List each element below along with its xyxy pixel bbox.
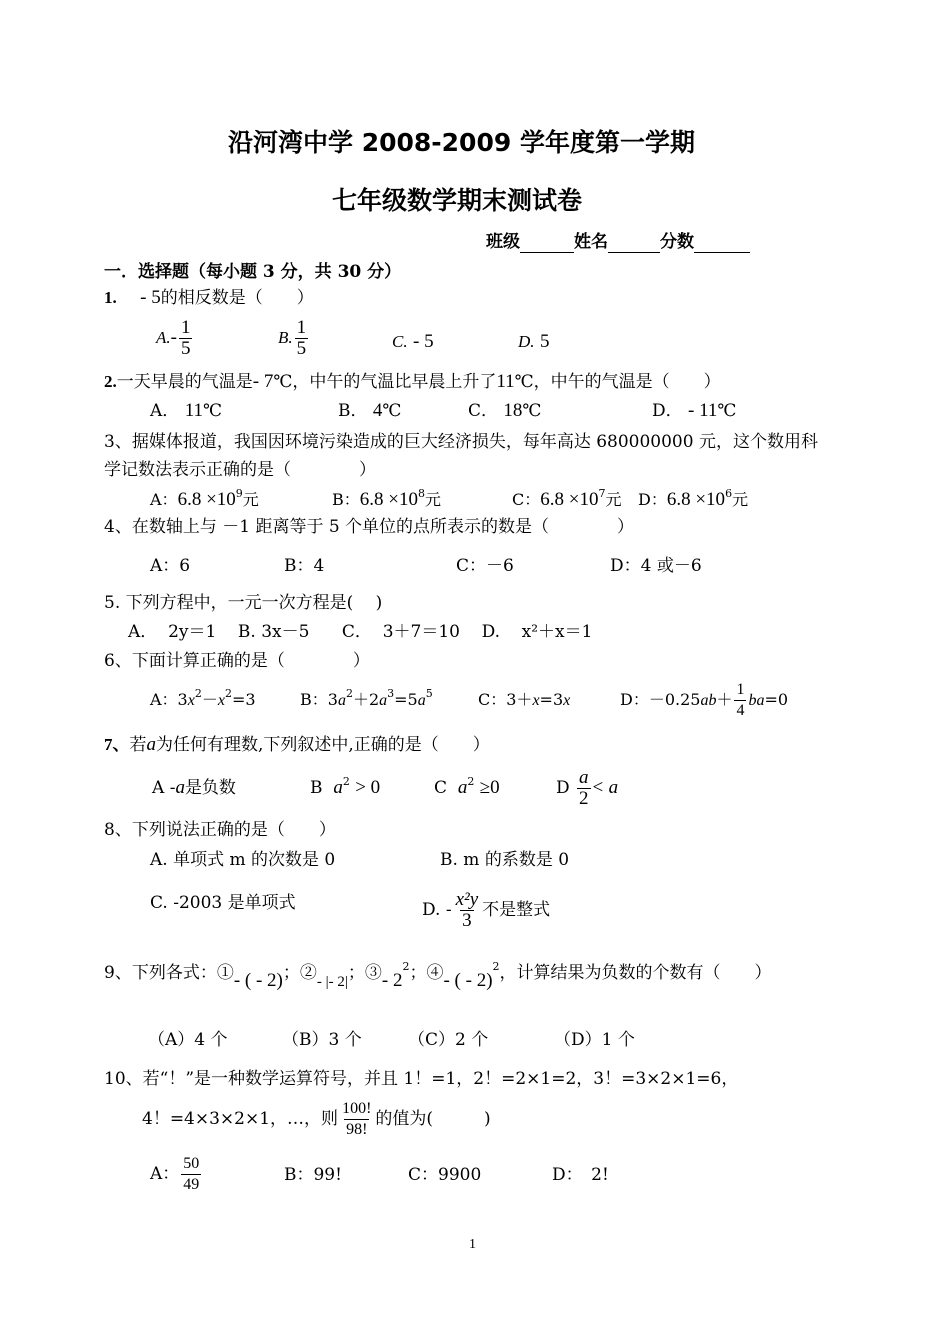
- q7-a-var: a: [175, 777, 185, 798]
- q3-option-a: [150, 487, 259, 512]
- q7-a-sign: -: [169, 778, 176, 798]
- q10-frac-num: 100!: [342, 1100, 372, 1117]
- q3-d-exp: 6: [725, 487, 733, 500]
- q6-b-exp3: 5: [425, 687, 433, 700]
- q9-expr-3-exp: 2: [402, 960, 410, 973]
- q7-a-text: 是负数: [184, 778, 236, 798]
- q10-line-2-text: 4！=4×3×2×1，…，则: [142, 1109, 339, 1129]
- q6-d-plus: ＋: [716, 690, 733, 709]
- q9-option-a: （A）4 个: [148, 1030, 228, 1050]
- q10-a-label: A：: [150, 1164, 180, 1184]
- q10-option-a: [150, 1152, 203, 1196]
- q9-stem-1: 9、下列各式：①: [104, 963, 234, 983]
- q6-a-label: A：3: [150, 690, 188, 709]
- q1-b-label: B.: [278, 328, 293, 347]
- q1-c-value: - 5: [413, 331, 434, 352]
- q1-expression: - 5: [140, 287, 161, 308]
- q1-a-sign: -: [170, 327, 177, 348]
- q7-b-label: B: [310, 778, 323, 798]
- q4-option-d: D：4 或－6: [610, 556, 702, 576]
- q3-option-c: [512, 487, 622, 512]
- q6-d-var2: ba: [748, 692, 765, 709]
- q10-fraction: [340, 1099, 373, 1140]
- q6-a-exp1: 2: [194, 687, 202, 700]
- q7-option-c: [434, 775, 500, 800]
- q8-d-num: x²y: [455, 889, 479, 910]
- q7-b-relation: > 0: [355, 777, 381, 798]
- q2-morning-temp: - 7: [252, 371, 274, 392]
- q7-option-a: [152, 778, 236, 798]
- q10-line-1: 10、若“！”是一种数学运算符号，并且 1！=1，2！=2×1=2，3！=3×2×1=6，: [104, 1069, 739, 1089]
- q1-option-b: [278, 318, 310, 359]
- q7-var: a: [146, 734, 156, 755]
- q7-c-label: C: [434, 778, 448, 798]
- q7-b-var: a: [333, 777, 343, 798]
- q2-option-a: [150, 401, 222, 421]
- q8-d-den: 3: [462, 910, 472, 931]
- q6-b-var1: a: [337, 692, 346, 709]
- q6-option-a: [150, 687, 256, 712]
- question-9: [104, 960, 772, 991]
- q1-option-d: [518, 332, 549, 352]
- q5-stem: 5. 下列方程中，一元一次方程是( ): [104, 593, 383, 613]
- q7-d-den: 2: [579, 788, 589, 809]
- q3-a-exp: 9: [235, 487, 243, 500]
- q7-stem-2: 为任何有理数,下列叙述中,正确的是（ ）: [156, 735, 490, 755]
- q6-option-d: [620, 680, 788, 721]
- q6-a-result: =3: [231, 690, 256, 709]
- q2-d-value: - 11: [688, 400, 718, 421]
- q3-c-base: 6.8 ×10: [540, 489, 599, 510]
- q2-b-value: 4: [372, 400, 383, 421]
- q7-d-relation: <: [592, 777, 604, 798]
- class-label: 班级: [486, 232, 520, 252]
- q9-sep-2: ；②: [282, 963, 317, 983]
- q6-d-fraction: [734, 680, 746, 721]
- q3-b-label: B：: [332, 490, 360, 509]
- q9-option-d: （D）1 个: [554, 1030, 635, 1050]
- q6-b-exp1: 2: [345, 687, 353, 700]
- q3-b-unit: 元: [424, 490, 441, 509]
- q2-option-b: [338, 401, 401, 421]
- q6-b-plus: ＋2: [352, 690, 380, 709]
- q7-d-var: a: [608, 777, 619, 798]
- q1-a-label: A.: [156, 328, 171, 347]
- q1-number: 1.: [104, 288, 117, 307]
- q10-line-2: [142, 1097, 491, 1141]
- q6-c-result: =3: [539, 690, 564, 709]
- q3-b-base: 6.8 ×10: [359, 489, 418, 510]
- exam-title: 沿河湾中学 2008-2009 学年度第一学期: [228, 128, 695, 157]
- q6-a-var1: x: [187, 692, 195, 709]
- q8-option-c: C. -2003 是单项式: [150, 893, 296, 913]
- q3-c-label: C：: [512, 490, 541, 509]
- q3-d-base: 6.8 ×10: [666, 489, 726, 510]
- q8-d-sign: -: [445, 900, 452, 920]
- q1-option-c: [392, 332, 434, 352]
- q9-sep-4: ；④: [409, 963, 444, 983]
- q8-d-text: 不是整式: [482, 900, 551, 920]
- q1-a-num: 1: [180, 317, 191, 338]
- q2-number: 2.: [104, 372, 117, 391]
- q6-option-b: [300, 687, 433, 712]
- class-blank[interactable]: [520, 232, 574, 253]
- q9-option-b: （B）3 个: [282, 1030, 362, 1050]
- q2-a-unit: ℃: [202, 401, 223, 421]
- q2-stem-2: ℃，中午的气温比早晨上升了: [273, 372, 497, 392]
- q6-b-var3: a: [417, 692, 426, 709]
- q3-b-exp: 8: [417, 487, 425, 500]
- q7-b-exp: 2: [342, 775, 350, 788]
- q7-a-label: A: [152, 778, 165, 798]
- q1-stem: 的相反数是（ ）: [160, 288, 314, 308]
- q1-b-num: 1: [296, 317, 307, 338]
- q9-option-c: （C）2 个: [408, 1030, 489, 1050]
- q3-a-unit: 元: [242, 490, 259, 509]
- q6-d-label: D：－0.25: [620, 690, 701, 709]
- q2-option-d: [652, 401, 736, 421]
- q8-option-a: A. 单项式 m 的次数是 0: [150, 850, 336, 870]
- q9-expr-4-exp: 2: [492, 960, 500, 973]
- q7-d-fraction: [577, 768, 591, 809]
- q10-option-d: D： 2!: [552, 1165, 609, 1185]
- q1-a-den: 5: [180, 338, 191, 359]
- question-1: [104, 288, 314, 308]
- q1-d-label: D.: [518, 332, 535, 351]
- q4-stem: 4、在数轴上与 －1 距离等于 5 个单位的点所表示的数是（ ）: [104, 517, 635, 537]
- q7-d-label: D: [556, 778, 570, 798]
- q9-sep-3: ；③: [347, 963, 382, 983]
- q7-option-d: [556, 766, 618, 810]
- score-blank[interactable]: [694, 232, 750, 253]
- q1-option-a: [156, 318, 194, 359]
- q6-c-var2: x: [563, 692, 571, 709]
- q3-a-base: 6.8 ×10: [177, 489, 236, 510]
- q1-a-fraction: [179, 318, 193, 359]
- q6-d-result: =0: [764, 690, 789, 709]
- q3-d-unit: 元: [732, 490, 749, 509]
- q6-stem: 6、下面计算正确的是（ ）: [104, 651, 370, 671]
- q2-c-value: 18: [503, 400, 523, 421]
- q7-number: 7、: [104, 735, 130, 754]
- name-blank[interactable]: [608, 232, 660, 253]
- q5-options: A． 2y＝1 B. 3x－5 C． 3＋7＝10 D. x²＋x＝1: [128, 622, 593, 642]
- q2-a-value: 11: [184, 400, 203, 421]
- q3-line-2: 学记数法表示正确的是（ ）: [104, 460, 376, 480]
- q7-d-num: a: [579, 767, 589, 788]
- q3-c-unit: 元: [605, 490, 622, 509]
- q6-d-den: 4: [736, 702, 745, 719]
- q9-expr-2: - |- 2|: [316, 974, 348, 990]
- q6-d-var1: ab: [700, 692, 717, 709]
- q6-b-var2: a: [379, 692, 388, 709]
- exam-subtitle: 七年级数学期末测试卷: [332, 186, 583, 215]
- q7-option-b: [310, 775, 381, 800]
- q8-option-d: [422, 888, 550, 932]
- q9-expr-4-base: - ( - 2): [443, 970, 493, 991]
- student-info-line: [486, 232, 750, 253]
- q6-a-exp2: 2: [224, 687, 232, 700]
- q6-d-num: 1: [736, 681, 745, 698]
- q9-stem-2: ，计算结果为负数的个数有（ ）: [499, 963, 772, 983]
- q2-option-c: [468, 401, 541, 421]
- q4-option-b: B：4: [284, 556, 325, 576]
- q1-b-den: 5: [296, 338, 307, 359]
- q6-c-label: C：3＋: [478, 690, 533, 709]
- q6-a-var2: x: [217, 692, 225, 709]
- q6-b-result: =5: [394, 690, 418, 709]
- question-2: [104, 372, 721, 392]
- q8-d-label: D.: [422, 900, 441, 920]
- q2-b-unit: ℃: [382, 401, 402, 421]
- q2-c-unit: ℃: [522, 401, 542, 421]
- q4-option-a: A：6: [150, 556, 191, 576]
- q1-b-fraction: [295, 318, 309, 359]
- q9-expr-1: - ( - 2): [233, 970, 283, 991]
- q6-a-minus: －: [201, 690, 218, 709]
- q2-d-label: D．: [652, 401, 683, 421]
- score-label: 分数: [660, 232, 694, 252]
- q2-b-label: B．: [338, 401, 368, 421]
- q2-stem-1: 一天早晨的气温是: [116, 372, 253, 392]
- q6-option-c: [478, 690, 570, 711]
- q3-a-label: A：: [150, 490, 178, 509]
- q8-d-fraction: [454, 890, 481, 931]
- q7-c-relation: ≥0: [479, 777, 500, 798]
- q7-c-exp: 2: [467, 775, 475, 788]
- q1-c-label: C.: [392, 332, 408, 351]
- q6-b-label: B：3: [300, 690, 338, 709]
- section-heading: 一．选择题（每小题 3 分，共 30 分）: [104, 262, 402, 282]
- q4-option-c: C：－6: [456, 556, 514, 576]
- q7-c-var: a: [457, 777, 468, 798]
- q8-stem: 8、下列说法正确的是（ ）: [104, 820, 336, 840]
- q10-option-b: B：99!: [284, 1165, 342, 1185]
- q3-c-exp: 7: [598, 487, 606, 500]
- q1-d-value: 5: [539, 331, 550, 352]
- name-label: 姓名: [574, 232, 608, 252]
- q10-a-num: 50: [183, 1155, 200, 1172]
- q10-a-den: 49: [183, 1176, 200, 1193]
- question-7: [104, 735, 490, 755]
- q8-option-b: B. m 的系数是 0: [440, 850, 570, 870]
- q3-option-b: [332, 487, 441, 512]
- q3-option-d: [638, 487, 749, 512]
- q9-expr-3-base: - 2: [381, 970, 403, 991]
- q6-b-exp2: 3: [387, 687, 395, 700]
- q2-c-label: C．: [468, 401, 499, 421]
- q3-d-label: D：: [638, 490, 667, 509]
- q6-c-var1: x: [532, 692, 540, 709]
- q3-line-1: 3、据媒体报道，我国因环境污染造成的巨大经济损失，每年高达 680000000 元，这个数用科: [104, 432, 818, 452]
- q10-line-2-end: 的值为( ): [375, 1109, 491, 1129]
- q2-temp-rise: 11: [496, 371, 515, 392]
- q7-stem-1: 若: [129, 735, 147, 755]
- q10-a-fraction: [181, 1154, 201, 1195]
- page-number: 1: [469, 1237, 476, 1252]
- q10-option-c: C：9900: [408, 1165, 482, 1185]
- q10-frac-den: 98!: [346, 1121, 368, 1138]
- q2-stem-3: ℃，中午的气温是（ ）: [514, 372, 721, 392]
- q2-d-unit: ℃: [717, 401, 737, 421]
- q2-a-label: A．: [150, 401, 180, 421]
